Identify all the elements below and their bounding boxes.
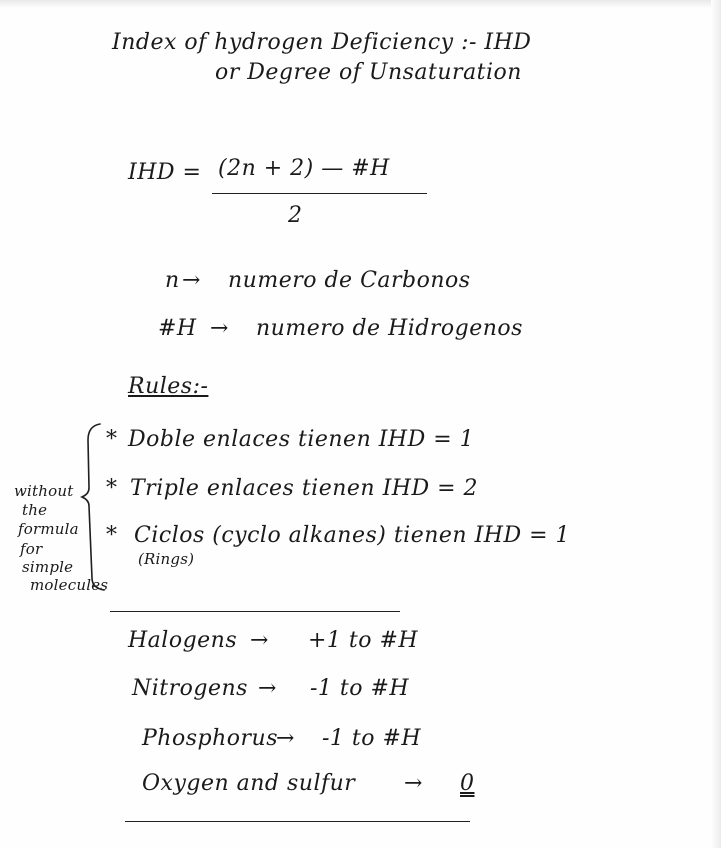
rule-item: Ciclos (cyclo alkanes) tienen IHD = 1	[134, 523, 571, 548]
arrow-icon: →	[258, 676, 277, 701]
bullet-icon: *	[106, 476, 118, 501]
rules-heading: Rules:-	[128, 374, 209, 399]
separator-line	[110, 611, 400, 612]
adjustment-value: -1 to #H	[310, 676, 410, 701]
side-note-line: the	[22, 501, 48, 519]
rule-item-subnote: (Rings)	[138, 550, 195, 568]
definition-symbol: #H	[158, 316, 197, 341]
adjustment-value: -1 to #H	[322, 726, 422, 751]
bullet-icon: *	[106, 523, 118, 548]
page-title: Index of hydrogen Deficiency :- IHD	[112, 30, 532, 55]
adjustment-label: Nitrogens	[132, 676, 248, 701]
rule-item: Triple enlaces tienen IHD = 2	[130, 476, 479, 501]
adjustment-label: Oxygen and sulfur	[142, 771, 356, 796]
arrow-icon: →	[276, 726, 295, 751]
arrow-icon: →	[182, 268, 201, 293]
adjustment-value: 0	[460, 771, 475, 796]
side-note-line: formula	[18, 520, 79, 538]
separator-line	[125, 821, 470, 822]
page-subtitle: or Degree of Unsaturation	[215, 60, 522, 85]
side-note-line: for	[20, 540, 43, 558]
formula-numerator: (2n + 2) — #H	[218, 156, 390, 181]
definition-symbol: n	[165, 268, 180, 293]
side-note-line: molecules	[30, 576, 109, 594]
arrow-icon: →	[250, 628, 269, 653]
arrow-icon: →	[210, 316, 229, 341]
formula-denominator: 2	[288, 203, 303, 228]
definition-text: numero de Hidrogenos	[256, 316, 523, 341]
adjustment-label: Phosphorus	[142, 726, 278, 751]
side-note-line: simple	[22, 558, 74, 576]
bullet-icon: *	[106, 427, 118, 452]
formula-lhs: IHD =	[128, 160, 202, 185]
rule-item: Doble enlaces tienen IHD = 1	[128, 427, 475, 452]
definition-text: numero de Carbonos	[228, 268, 471, 293]
adjustment-label: Halogens	[128, 628, 238, 653]
adjustment-value: +1 to #H	[308, 628, 419, 653]
arrow-icon: →	[404, 771, 423, 796]
side-note-line: without	[14, 482, 74, 500]
